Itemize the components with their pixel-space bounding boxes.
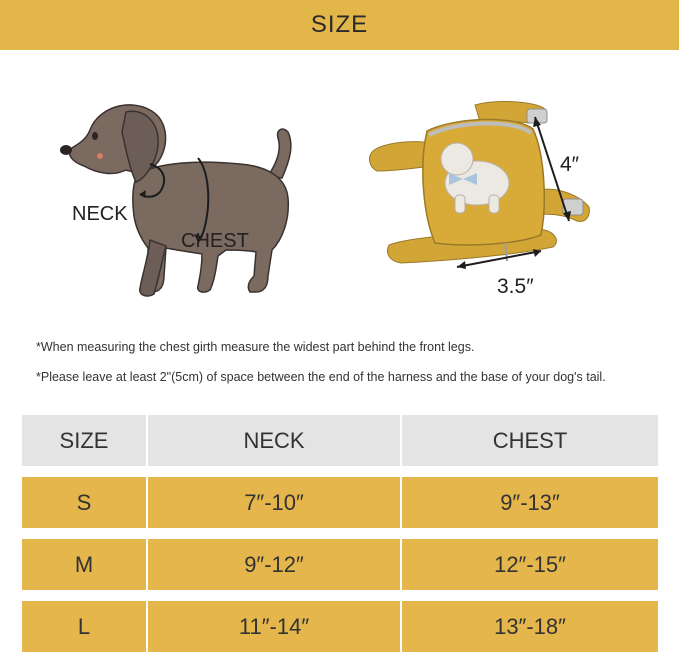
header-size: SIZE bbox=[22, 415, 148, 466]
table-row bbox=[22, 477, 658, 528]
dog-illustration bbox=[50, 90, 310, 305]
row-chest: 9″-13″ bbox=[500, 489, 560, 515]
neck-label: NECK bbox=[72, 203, 128, 225]
row-neck: 7″-10″ bbox=[148, 477, 402, 528]
row-size: M bbox=[22, 539, 148, 590]
table-row bbox=[22, 601, 658, 652]
header-chest: CHEST bbox=[492, 427, 568, 453]
harness-height-label: 4″ bbox=[560, 153, 580, 176]
size-banner bbox=[0, 0, 679, 50]
harness-width-label: 3.5″ bbox=[497, 275, 534, 298]
row-size: S bbox=[22, 477, 148, 528]
banner-title: SIZE bbox=[310, 11, 369, 38]
header-neck: NECK bbox=[148, 415, 402, 466]
tail-space-note: *Please leave at least 2"(5cm) of space between the end of the harness and the base of your dog's tail. bbox=[36, 370, 606, 384]
chest-measure-note: *When measuring the chest girth measure the widest part behind the front legs. bbox=[36, 340, 475, 354]
row-chest: 13″-18″ bbox=[494, 613, 566, 639]
row-size: L bbox=[22, 601, 148, 652]
table-row bbox=[22, 539, 658, 590]
chest-label: CHEST bbox=[181, 230, 249, 252]
harness-backpack-illustration bbox=[365, 95, 605, 305]
row-neck: 9″-12″ bbox=[148, 539, 402, 590]
table-header-row bbox=[22, 415, 658, 466]
row-chest: 12″-15″ bbox=[494, 551, 566, 577]
row-neck: 11″-14″ bbox=[148, 601, 402, 652]
